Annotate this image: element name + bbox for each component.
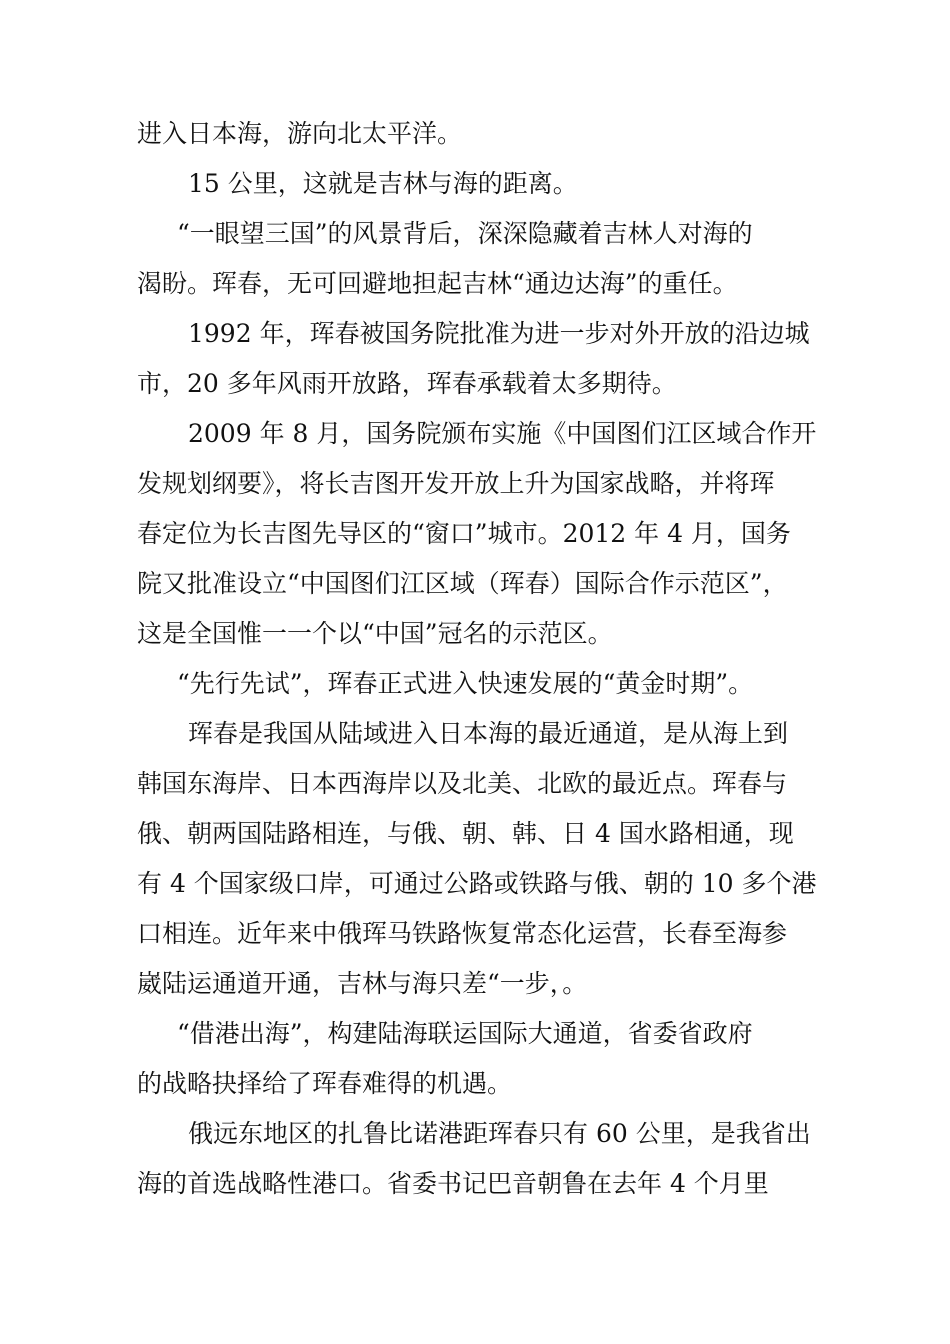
text-line: “借港出海”，构建陆海联运国际大通道，省委省政府 bbox=[177, 1019, 753, 1048]
text-line: 院又批准设立“中国图们江区域（珲春）国际合作示范区”， bbox=[137, 569, 788, 598]
text-line: 的战略抉择给了珲春难得的机遇。 bbox=[137, 1069, 513, 1098]
text-line: 珲春是我国从陆域进入日本海的最近通道，是从海上到 bbox=[188, 719, 789, 748]
text-line: 韩国东海岸、日本西海岸以及北美、北欧的最近点。珲春与 bbox=[137, 769, 788, 798]
text-line: 2009 年 8 月，国务院颁布实施《中国图们江区域合作开 bbox=[188, 419, 817, 448]
text-line: 有 4 个国家级口岸，可通过公路或铁路与俄、朝的 10 多个港 bbox=[137, 869, 817, 898]
text-line: 口相连。近年来中俄珲马铁路恢复常态化运营，长春至海参 bbox=[137, 919, 788, 948]
text-line: 发规划纲要》，将长吉图开发开放上升为国家战略，并将珲 bbox=[137, 469, 775, 498]
text-line: “一眼望三国”的风景背后，深深隐藏着吉林人对海的 bbox=[177, 219, 753, 248]
text-line: 俄、朝两国陆路相连，与俄、朝、韩、日 4 国水路相通，现 bbox=[137, 819, 794, 848]
text-line: 海的首选战略性港口。省委书记巴音朝鲁在去年 4 个月里 bbox=[137, 1169, 769, 1198]
text-line: 这是全国惟一一个以“中国”冠名的示范区。 bbox=[137, 619, 613, 648]
text-line: 俄远东地区的扎鲁比诺港距珲春只有 60 公里，是我省出 bbox=[188, 1119, 811, 1148]
text-line: 15 公里，这就是吉林与海的距离。 bbox=[188, 169, 578, 198]
text-line: 春定位为长吉图先导区的“窗口”城市。2012 年 4 月，国务 bbox=[137, 519, 791, 548]
text-line: “先行先试”，珲春正式进入快速发展的“黄金时期”。 bbox=[177, 669, 754, 698]
text-line: 渴盼。珲春，无可回避地担起吉林“通边达海”的重任。 bbox=[137, 269, 738, 298]
text-line: 进入日本海，游向北太平洋。 bbox=[137, 119, 463, 148]
text-line: 1992 年，珲春被国务院批准为进一步对外开放的沿边城 bbox=[188, 319, 810, 348]
text-line: 崴陆运通道开通，吉林与海只差“一步，。 bbox=[137, 969, 588, 998]
text-line: 市，20 多年风雨开放路，珲春承载着太多期待。 bbox=[137, 369, 677, 398]
